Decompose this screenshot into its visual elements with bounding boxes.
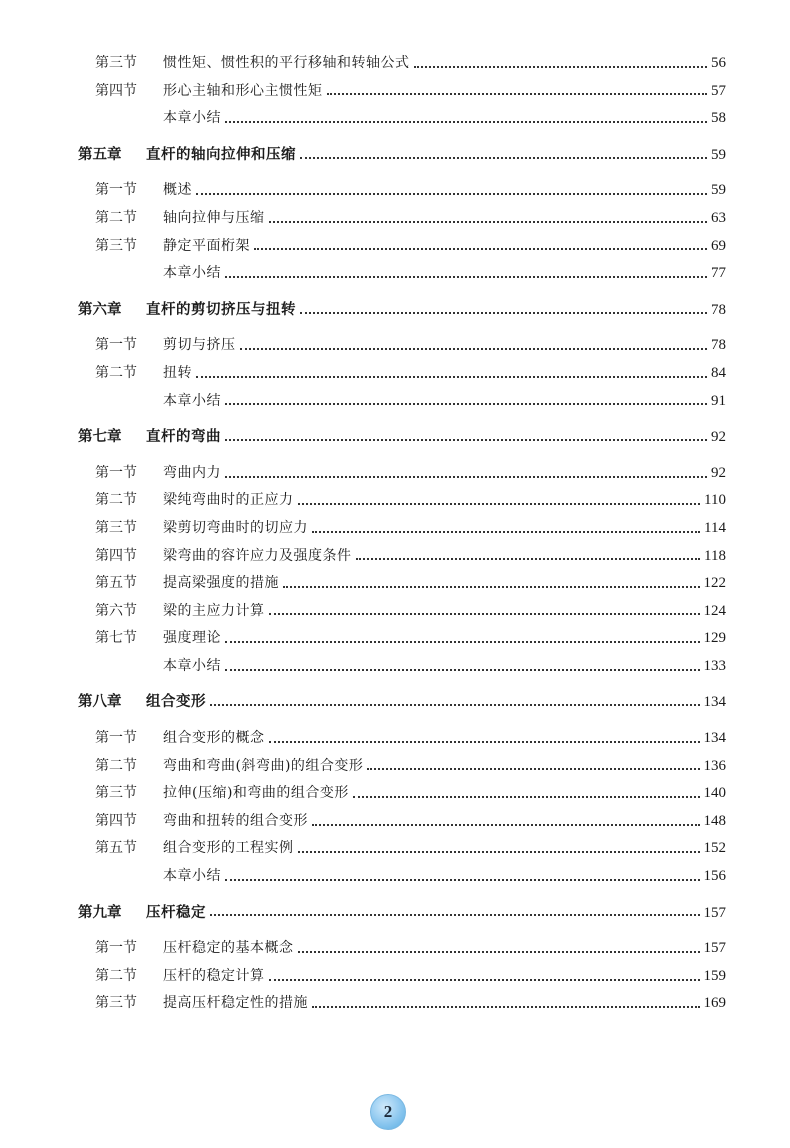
toc-section-entry[interactable] (0, 598, 726, 626)
entry-title: 惯性矩、惯性积的平行移轴和转轴公式 (163, 55, 410, 71)
toc-section-entry[interactable] (0, 233, 726, 261)
entry-number: 第七节 (95, 630, 137, 647)
entry-title: 直杆的轴向拉伸和压缩 (146, 145, 296, 163)
entry-title: 概述 (163, 182, 192, 199)
entry-number: 第三节 (95, 785, 137, 802)
entry-page-number: 110 (704, 492, 726, 509)
entry-page-number: 156 (703, 868, 726, 885)
toc-section-entry[interactable] (0, 205, 726, 233)
entry-page-number: 122 (703, 575, 726, 592)
entry-number: 第二节 (95, 209, 137, 226)
toc-section-entry[interactable] (0, 360, 726, 388)
entry-page-number: 157 (703, 904, 726, 921)
entry-number: 第四节 (95, 547, 137, 564)
toc-chapter-entry[interactable] (0, 688, 726, 716)
dot-leader (210, 704, 700, 706)
toc-section-entry[interactable] (0, 835, 726, 863)
dot-leader (312, 824, 700, 826)
entry-page-number: 129 (703, 630, 726, 647)
entry-page-number: 134 (703, 730, 726, 747)
entry-number: 第三节 (95, 519, 137, 536)
entry-number: 第六章 (78, 300, 122, 318)
entry-page-number: 157 (703, 940, 726, 957)
entry-page-number: 169 (703, 995, 726, 1012)
entry-page-number: 124 (703, 602, 726, 619)
dot-leader (240, 348, 708, 350)
entry-number: 第三节 (95, 995, 137, 1012)
dot-leader (196, 193, 707, 195)
dot-leader (254, 248, 707, 250)
entry-title: 本章小结 (163, 868, 221, 885)
entry-number: 第九章 (78, 903, 122, 921)
entry-page-number: 84 (711, 364, 726, 381)
entry-page-number: 134 (703, 694, 726, 711)
toc-section-entry[interactable] (0, 625, 726, 653)
toc-section-entry[interactable] (0, 990, 726, 1018)
entry-number: 第四节 (95, 812, 137, 829)
entry-title: 静定平面桁架 (163, 237, 250, 254)
entry-page-number: 77 (711, 265, 726, 282)
entry-title: 压杆稳定的基本概念 (163, 940, 294, 957)
entry-number: 第七章 (78, 428, 122, 446)
entry-number: 第五节 (95, 575, 137, 592)
dot-leader (225, 276, 707, 278)
entry-title: 组合变形 (146, 693, 206, 711)
dot-leader (225, 669, 700, 671)
toc-section-entry[interactable] (0, 725, 726, 753)
entry-title: 压杆稳定 (146, 903, 206, 921)
entry-title: 本章小结 (163, 657, 221, 674)
entry-number: 第八章 (78, 693, 122, 711)
entry-number: 第四节 (95, 82, 137, 99)
entry-page-number: 56 (711, 55, 726, 71)
dot-leader (312, 1006, 700, 1008)
entry-page-number: 92 (711, 429, 726, 446)
dot-leader (356, 558, 701, 560)
page-number-badge (370, 1094, 406, 1130)
entry-number: 第五节 (95, 840, 137, 857)
dot-leader (225, 403, 707, 405)
entry-number: 第三节 (95, 55, 137, 71)
entry-number: 第二节 (95, 492, 137, 509)
entry-title: 组合变形的概念 (163, 730, 265, 747)
dot-leader (283, 586, 700, 588)
entry-title: 扭转 (163, 364, 192, 381)
toc-section-entry[interactable] (0, 753, 726, 781)
entry-number: 第一节 (95, 464, 137, 481)
dot-leader (269, 613, 700, 615)
entry-page-number: 92 (711, 464, 726, 481)
entry-number: 第六节 (95, 602, 137, 619)
entry-page-number: 114 (704, 519, 726, 536)
entry-title: 直杆的弯曲 (146, 428, 221, 446)
dot-leader (225, 121, 707, 123)
entry-page-number: 152 (703, 840, 726, 857)
entry-number: 第一节 (95, 182, 137, 199)
dot-leader (225, 476, 707, 478)
toc-section-entry[interactable] (0, 570, 726, 598)
entry-page-number: 78 (711, 337, 726, 354)
entry-title: 梁弯曲的容许应力及强度条件 (163, 547, 352, 564)
entry-title: 压杆的稳定计算 (163, 967, 265, 984)
entry-title: 剪切与挤压 (163, 337, 236, 354)
toc-section-entry[interactable] (0, 332, 726, 360)
entry-number: 第二节 (95, 967, 137, 984)
dot-leader (327, 93, 708, 95)
entry-page-number: 118 (704, 547, 726, 564)
dot-leader (367, 768, 699, 770)
dot-leader (269, 221, 708, 223)
toc-chapter-entry[interactable] (0, 141, 726, 169)
entry-title: 梁纯弯曲时的正应力 (163, 492, 294, 509)
entry-title: 轴向拉伸与压缩 (163, 209, 265, 226)
toc-chapter-entry[interactable] (0, 899, 726, 927)
entry-page-number: 78 (711, 301, 726, 318)
toc-section-entry[interactable] (0, 388, 726, 416)
entry-number: 第二节 (95, 757, 137, 774)
toc-section-entry[interactable] (0, 78, 726, 106)
entry-number: 第一节 (95, 940, 137, 957)
entry-title: 弯曲和弯曲(斜弯曲)的组合变形 (163, 757, 364, 774)
dot-leader (269, 979, 700, 981)
toc-section-entry[interactable] (0, 460, 726, 488)
entry-page-number: 58 (711, 110, 726, 127)
entry-title: 弯曲内力 (163, 464, 221, 481)
entry-title: 拉伸(压缩)和弯曲的组合变形 (163, 785, 349, 802)
dot-leader (300, 157, 707, 159)
entry-page-number: 63 (711, 209, 726, 226)
entry-title: 组合变形的工程实例 (163, 840, 294, 857)
dot-leader (225, 439, 707, 441)
dot-leader (196, 376, 707, 378)
toc-section-entry[interactable] (0, 780, 726, 808)
entry-title: 梁剪切弯曲时的切应力 (163, 519, 308, 536)
entry-title: 强度理论 (163, 630, 221, 647)
toc-section-entry[interactable] (0, 105, 726, 133)
dot-leader (210, 914, 700, 916)
toc-section-entry[interactable] (0, 177, 726, 205)
page-number: 2 (383, 1102, 393, 1121)
entry-page-number: 91 (711, 392, 726, 409)
entry-page-number: 140 (703, 785, 726, 802)
toc-chapter-entry[interactable] (0, 296, 726, 324)
dot-leader (298, 851, 700, 853)
entry-number: 第一节 (95, 337, 137, 354)
entry-page-number: 148 (703, 812, 726, 829)
entry-title: 提高梁强度的措施 (163, 575, 279, 592)
toc-section-entry[interactable] (0, 963, 726, 991)
toc-section-entry[interactable] (0, 487, 726, 515)
entry-title: 提高压杆稳定性的措施 (163, 995, 308, 1012)
entry-page-number: 159 (703, 967, 726, 984)
entry-title: 本章小结 (163, 110, 221, 127)
entry-title: 本章小结 (163, 392, 221, 409)
dot-leader (269, 741, 700, 743)
dot-leader (298, 951, 700, 953)
dot-leader (353, 796, 700, 798)
toc-section-entry[interactable] (0, 935, 726, 963)
dot-leader (225, 641, 700, 643)
toc-section-entry[interactable] (0, 50, 726, 78)
entry-page-number: 59 (711, 146, 726, 163)
entry-page-number: 133 (703, 657, 726, 674)
toc-section-entry[interactable] (0, 515, 726, 543)
entry-title: 直杆的剪切挤压与扭转 (146, 300, 296, 318)
dot-leader (312, 531, 700, 533)
entry-page-number: 69 (711, 237, 726, 254)
entry-number: 第五章 (78, 145, 122, 163)
dot-leader (300, 312, 707, 314)
entry-title: 本章小结 (163, 265, 221, 282)
entry-page-number: 136 (703, 757, 726, 774)
entry-number: 第三节 (95, 237, 137, 254)
dot-leader (298, 503, 701, 505)
dot-leader (414, 66, 708, 68)
entry-title: 梁的主应力计算 (163, 602, 265, 619)
entry-number: 第二节 (95, 364, 137, 381)
toc-section-entry[interactable] (0, 260, 726, 288)
toc-section-entry[interactable] (0, 543, 726, 571)
entry-title: 弯曲和扭转的组合变形 (163, 812, 308, 829)
entry-page-number: 59 (711, 182, 726, 199)
entry-number: 第一节 (95, 730, 137, 747)
dot-leader (225, 879, 700, 881)
toc-section-entry[interactable] (0, 653, 726, 681)
toc-chapter-entry[interactable] (0, 423, 726, 451)
toc-section-entry[interactable] (0, 808, 726, 836)
entry-page-number: 57 (711, 82, 726, 99)
toc-section-entry[interactable] (0, 863, 726, 891)
table-of-contents (0, 50, 790, 1018)
entry-title: 形心主轴和形心主惯性矩 (163, 82, 323, 99)
